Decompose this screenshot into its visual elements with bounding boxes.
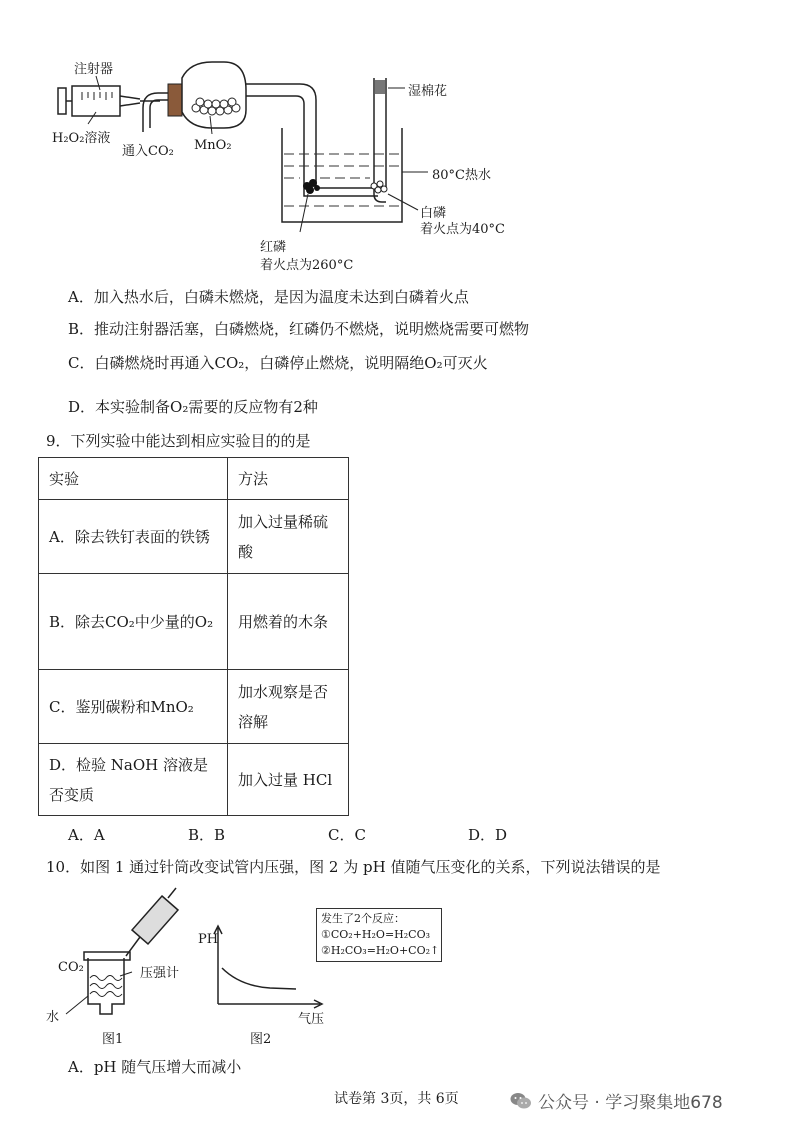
row-b-method: 用燃着的木条 [228,574,349,670]
page-footer: 试卷第 3页，共 6页 [334,1091,459,1107]
q9-table [38,457,349,816]
q9-choice-b: B．B [188,826,226,844]
row-b-experiment: B．除去CO₂中少量的O₂ [39,574,228,670]
watermark-text: 公众号 · 学习聚集地678 [538,1093,723,1113]
row-c-method: 加水观察是否溶解 [228,670,349,744]
wet-cotton-label: 湿棉花 [408,84,448,99]
wet-cotton [375,80,385,94]
red-phosphorus-ignition: 着火点为260°C [260,258,354,273]
wechat-icon [510,1091,532,1111]
reactions-title: 发生了2个反应： [321,912,405,925]
row-d-method: 加入过量 HCl [228,744,349,816]
reaction-1: ①CO₂+H₂O=H₂CO₃ [321,928,431,941]
combustion-apparatus-diagram [0,0,800,280]
fig1-water-label: 水 [46,1010,60,1025]
reactions-box [316,908,442,962]
row-c-experiment: C．鉴别碳粉和MnO₂ [39,670,228,744]
watermark [510,1088,723,1113]
row-d-experiment: D．检验 NaOH 溶液是否变质 [39,744,228,816]
syringe-label: 注射器 [74,62,114,77]
hot-water-lines [284,154,400,206]
q8-option-c: C．白磷燃烧时再通入CO₂，白磷停止燃烧，说明隔绝O₂可灭火 [68,354,488,372]
table-row [39,670,349,744]
q8-option-d: D．本实验制备O₂需要的反应物有2种 [68,398,318,416]
q10-option-a: A．pH 随气压增大而减小 [68,1058,242,1076]
hot-water-label: 80°C热水 [432,168,491,183]
needle-syringe-icon [126,888,178,956]
fig1-caption: 图1 [102,1032,124,1047]
h2o2-label: H₂O₂溶液 [52,131,111,146]
table-row [39,500,349,574]
red-phosphorus [303,179,320,194]
fig2-ylabel: PH [198,932,219,947]
red-phosphorus-label: 红磷 [260,240,287,255]
mno2-label: MnO₂ [194,138,232,153]
co2-inlet-label: 通入CO₂ [122,144,174,159]
q10-figure1-diagram [40,880,210,1030]
fig1-gauge-label: 压强计 [140,966,180,981]
q8-option-a: A．加入热水后，白磷未燃烧，是因为温度未达到白磷着火点 [68,288,469,306]
q9-choice-a: A．A [68,826,105,844]
fig1-co2-label: CO₂ [58,960,84,975]
row-a-method: 加入过量稀硫酸 [228,500,349,574]
white-phosphorus-ignition: 着火点为40°C [420,222,505,237]
fig2-caption: 图2 [250,1032,272,1047]
q8-option-b: B．推动注射器活塞，白磷燃烧，红磷仍不燃烧，说明燃烧需要可燃物 [68,320,530,338]
reaction-2: ②H₂CO₃=H₂O+CO₂↑ [321,944,440,957]
table-row [39,574,349,670]
header-method: 方法 [228,458,349,500]
q10-stem: 10．如图 1 通过针筒改变试管内压强，图 2 为 pH 值随气压变化的关系，下列说法错误的是 [46,858,661,876]
white-phosphorus-label: 白磷 [420,206,447,221]
q9-choice-c: C．C [328,826,366,844]
table-header-row [39,458,349,500]
fig2-xlabel: 气压 [298,1012,325,1027]
row-a-experiment: A．除去铁钉表面的铁锈 [39,500,228,574]
q9-choice-d: D．D [468,826,508,844]
ph-curve [222,968,296,989]
header-experiment: 实验 [39,458,228,500]
table-row [39,744,349,816]
q9-stem: 9．下列实验中能达到相应实验目的的是 [46,432,311,450]
